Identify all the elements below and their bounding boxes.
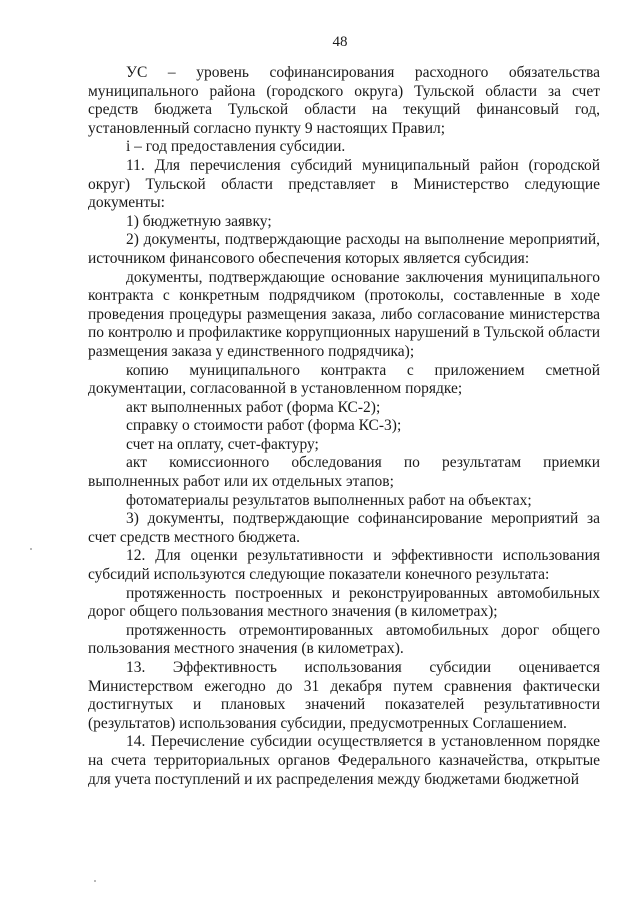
paragraph-invoice: счет на оплату, счет-фактуру; [126,435,319,453]
paragraph-us-definition: УС – уровень софинансирования расходного обязательства муниципального района (городского округа) Тульской области за счет средств бюджета Тульской области на текущий финансовый год, установленный согласно пункту 9 настоящих Правил; [88,64,600,137]
paragraph-ks2: акт выполненных работ (форма КС-2); [126,398,381,416]
page-number: 48 [332,34,348,50]
paragraph-clause-13: 13. Эффективность использования субсидии оценивается Министерством ежегодно до 31 декабря путем сравнения фактически достигнутых и плановых значений показателей результативности (результатов) использования субсидии, предусмотренных Соглашением. [88,659,600,732]
paragraph-photos: фотоматериалы результатов выполненных работ на объектах; [126,491,532,509]
scan-speck [94,880,96,882]
scan-speck [30,548,32,550]
paragraph-ks3: справку о стоимости работ (форма КС-3); [126,417,402,435]
paragraph-item-1: 1) бюджетную заявку; [126,212,272,230]
paragraph-clause-12: 12. Для оценки результативности и эффективности использования субсидий используются следующие показатели конечного результата: [88,547,600,584]
paragraph-item-3: 3) документы, подтверждающие софинансирование мероприятий за счет средств местного бюджета. [88,510,600,546]
paragraph-contract-copy: копию муниципального контракта с приложением сметной документации, согласованной в установленном порядке; [88,361,600,398]
paragraph-clause-14: 14. Перечисление субсидии осуществляется в установленном порядке на счета территориальных органов Федерального казначейства, открытые для учета поступлений и их распределения между бюджетами бюджетной [88,733,600,788]
paragraph-item-2: 2) документы, подтверждающие расходы на выполнение мероприятий, источником финансового обеспечения которых является субсидия: [88,231,600,267]
paragraph-inspection-act: акт комиссионного обследования по результатам приемки выполненных работ или их отдельных этапов; [88,454,600,491]
paragraph-indicator-repaired: протяженность отремонтированных автомобильных дорог общего пользования местного значения (в километрах). [88,621,600,658]
paragraph-clause-11: 11. Для перечисления субсидий муниципальный район (городской округ) Тульской области представляет в Министерство следующие документы: [88,156,600,212]
paragraph-i-definition: i – год предоставления субсидии. [126,138,346,156]
document-body [88,64,600,789]
paragraph-contract-basis: документы, подтверждающие основание заключения муниципального контракта с конкретным подрядчиком (протоколы, составленные в ходе проведения процедуры размещения заказа, либо согласование министерства по контролю и профилактике коррупционных нарушений в Тульской области размещения заказа у единственного подрядчика); [88,268,600,360]
paragraph-indicator-built: протяженность построенных и реконструированных автомобильных дорог общего пользования местного значения (в километрах); [88,584,600,621]
